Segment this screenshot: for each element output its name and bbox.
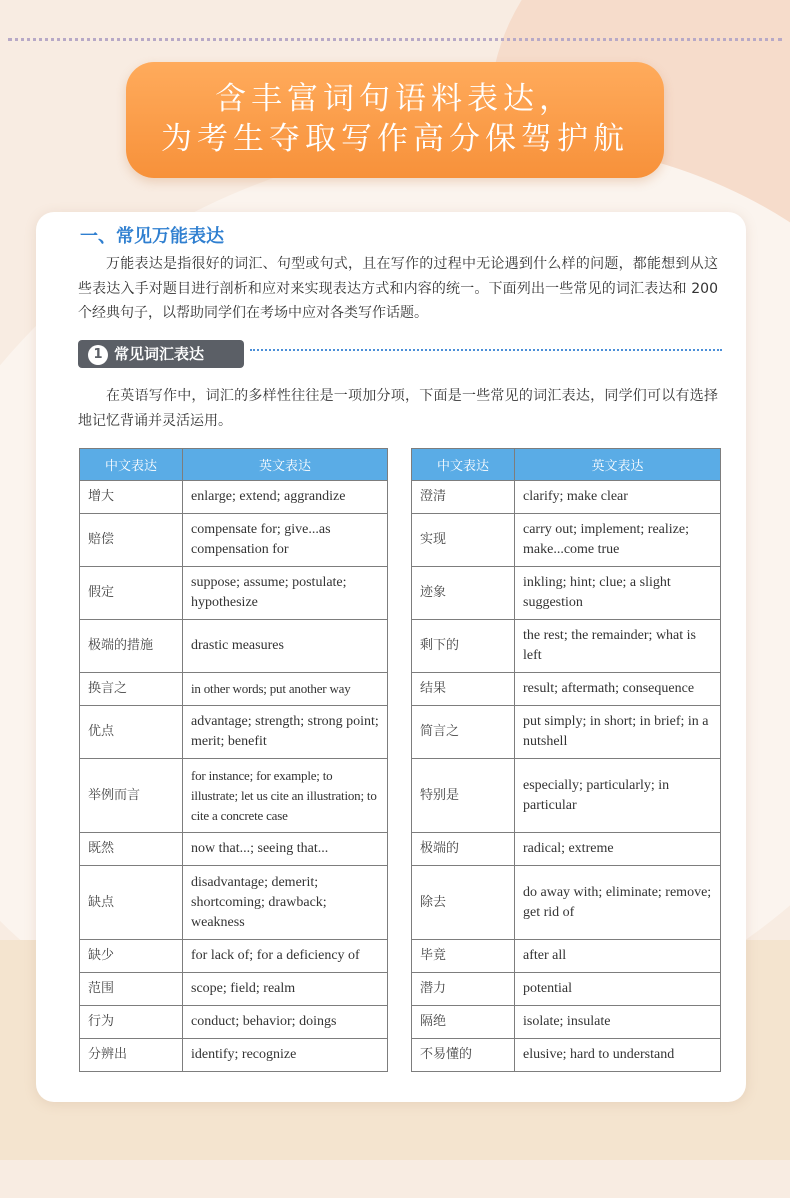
cell-zh: 潜力 (412, 973, 515, 1006)
header-en: 英文表达 (515, 449, 721, 481)
cell-en: for instance; for example; to illustrate; let us cite an illustration; to cite a concrete case (183, 759, 388, 833)
table-row (412, 620, 721, 673)
table-row (80, 866, 388, 940)
table-row (412, 1006, 721, 1039)
table-row (80, 673, 388, 706)
cell-en: clarify; make clear (515, 481, 721, 514)
subsection-badge (78, 340, 244, 368)
content-card (36, 212, 746, 1102)
subsection-dotted-line (250, 349, 722, 351)
top-dotted-divider (8, 38, 782, 41)
cell-en: elusive; hard to understand (515, 1039, 721, 1072)
table-row (412, 706, 721, 759)
cell-en: suppose; assume; postulate; hypothesize (183, 567, 388, 620)
cell-zh: 除去 (412, 866, 515, 940)
subsection-intro: 在英语写作中，词汇的多样性往往是一项加分项，下面是一些常见的词汇表达，同学们可以有选择地记忆背诵并灵活运用。 (78, 388, 718, 429)
cell-en: disadvantage; demerit; shortcoming; drawback; weakness (183, 866, 388, 940)
cell-zh: 结果 (412, 673, 515, 706)
table-row (80, 1039, 388, 1072)
cell-en: the rest; the remainder; what is left (515, 620, 721, 673)
table-row (80, 759, 388, 833)
table-row (412, 567, 721, 620)
banner-line-2: 为考生夺取写作高分保驾护航 (161, 121, 629, 157)
cell-en: compensate for; give...as compensation for (183, 514, 388, 567)
table-row (412, 940, 721, 973)
header-en: 英文表达 (183, 449, 388, 481)
cell-zh: 不易懂的 (412, 1039, 515, 1072)
cell-zh: 极端的 (412, 833, 515, 866)
table-header-row (412, 449, 721, 481)
table-row (412, 673, 721, 706)
cell-zh: 范围 (80, 973, 183, 1006)
table-row (80, 833, 388, 866)
cell-zh: 举例而言 (80, 759, 183, 833)
table-row (80, 1006, 388, 1039)
cell-zh: 缺点 (80, 866, 183, 940)
cell-zh: 分辨出 (80, 1039, 183, 1072)
cell-zh: 增大 (80, 481, 183, 514)
cell-en: now that...; seeing that... (183, 833, 388, 866)
cell-en: do away with; eliminate; remove; get rid of (515, 866, 721, 940)
cell-en: radical; extreme (515, 833, 721, 866)
table-row (412, 514, 721, 567)
cell-zh: 简言之 (412, 706, 515, 759)
cell-zh: 隔绝 (412, 1006, 515, 1039)
table-row (80, 567, 388, 620)
cell-en: in other words; put another way (183, 673, 388, 706)
table-row (412, 481, 721, 514)
table-row (80, 620, 388, 673)
vocab-table-left (79, 448, 388, 1072)
cell-zh: 赔偿 (80, 514, 183, 567)
subsection-header (78, 340, 722, 368)
cell-zh: 特别是 (412, 759, 515, 833)
table-row (80, 706, 388, 759)
cell-en: isolate; insulate (515, 1006, 721, 1039)
cell-zh: 实现 (412, 514, 515, 567)
table-row (412, 1039, 721, 1072)
cell-en: drastic measures (183, 620, 388, 673)
cell-zh: 澄清 (412, 481, 515, 514)
cell-en: for lack of; for a deficiency of (183, 940, 388, 973)
cell-en: advantage; strength; strong point; merit; benefit (183, 706, 388, 759)
cell-zh: 迹象 (412, 567, 515, 620)
section-intro: 万能表达是指很好的词汇、句型或句式，且在写作的过程中无论遇到什么样的问题，都能想到从这些表达入手对题目进行剖析和应对来实现表达方式和内容的统一。下面列出一些常见的词汇表达和 200 个经典句子，以帮助同学们在考场中应对各类写作话题。 (78, 256, 718, 321)
table-header-row (80, 449, 388, 481)
table-row (412, 973, 721, 1006)
cell-en: conduct; behavior; doings (183, 1006, 388, 1039)
cell-en: especially; particularly; in particular (515, 759, 721, 833)
cell-en: potential (515, 973, 721, 1006)
cell-zh: 极端的措施 (80, 620, 183, 673)
cell-zh: 既然 (80, 833, 183, 866)
table-row (412, 866, 721, 940)
cell-en: after all (515, 940, 721, 973)
cell-en: enlarge; extend; aggrandize (183, 481, 388, 514)
subsection-title: 常见词汇表达 (114, 345, 205, 363)
table-row (80, 940, 388, 973)
cell-zh: 毕竟 (412, 940, 515, 973)
cell-en: identify; recognize (183, 1039, 388, 1072)
header-zh: 中文表达 (80, 449, 183, 481)
subsection-number: 1 (88, 345, 108, 365)
table-row (80, 514, 388, 567)
table-row (412, 833, 721, 866)
cell-zh: 行为 (80, 1006, 183, 1039)
cell-zh: 换言之 (80, 673, 183, 706)
cell-zh: 优点 (80, 706, 183, 759)
vocab-table-right (411, 448, 721, 1072)
cell-zh: 剩下的 (412, 620, 515, 673)
table-row (412, 759, 721, 833)
promo-banner (126, 62, 664, 178)
cell-zh: 缺少 (80, 940, 183, 973)
cell-zh: 假定 (80, 567, 183, 620)
cell-en: carry out; implement; realize; make...come true (515, 514, 721, 567)
table-row (80, 973, 388, 1006)
cell-en: inkling; hint; clue; a slight suggestion (515, 567, 721, 620)
header-zh: 中文表达 (412, 449, 515, 481)
cell-en: put simply; in short; in brief; in a nutshell (515, 706, 721, 759)
cell-en: scope; field; realm (183, 973, 388, 1006)
banner-line-1: 含丰富词句语料表达， (215, 81, 575, 117)
table-row (80, 481, 388, 514)
section-title: 一、常见万能表达 (80, 226, 224, 247)
cell-en: result; aftermath; consequence (515, 673, 721, 706)
